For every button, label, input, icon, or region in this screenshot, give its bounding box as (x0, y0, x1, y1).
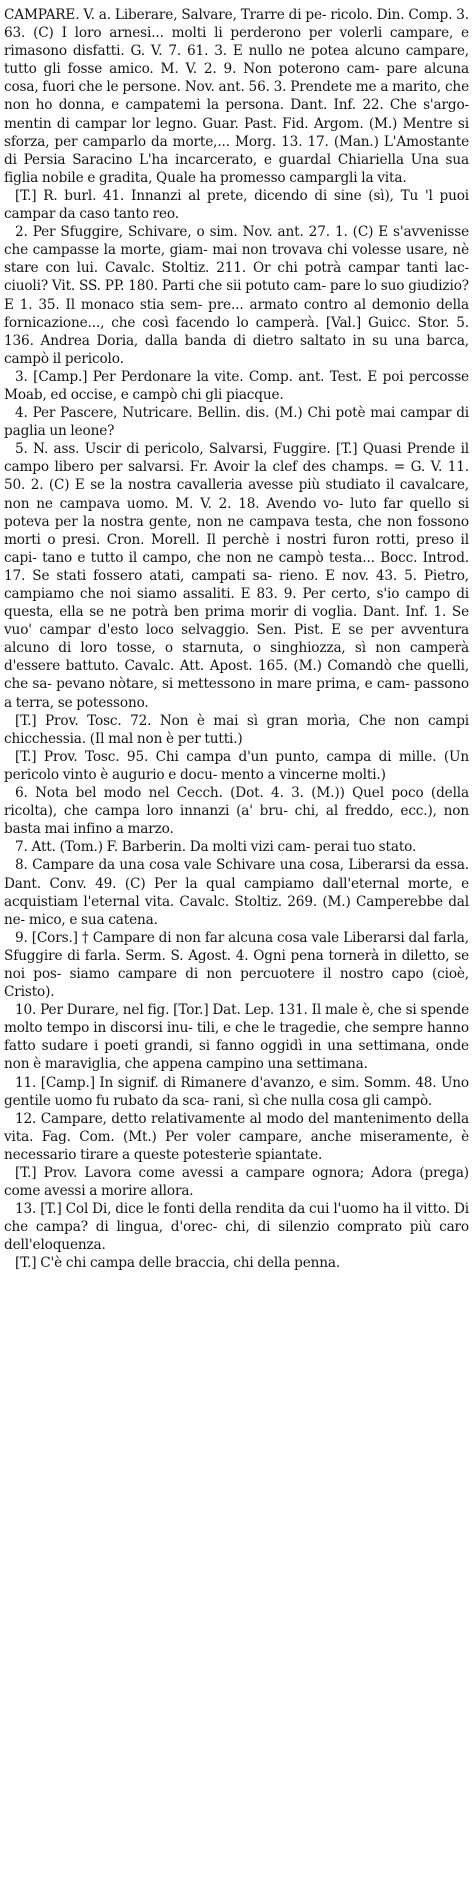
paragraph-p-tprov2 (4, 748, 469, 784)
text-line: 1. Se vuo' campar d'esto loco selvaggio. Sen. Pist. (4, 604, 469, 639)
text-line: 6. Nota bel modo nel Cecch. (Dot. 4. 3. (M.)) Quel (15, 785, 384, 802)
text-line: mantenimento della vita. Fag. Com. (Mt.) Per voler (4, 1110, 469, 1145)
text-line: [T.] R. burl. 41. Innanzi al prete, dicendo di (15, 187, 328, 204)
text-line: incarcerato, e guardal Chiariella Una sua figlia nobile (4, 151, 469, 186)
text-line: potè mai campar di paglia un leone? (4, 405, 469, 440)
text-line: assaliti. E 83. 9. Per certo, s'io campo di questa, (4, 586, 469, 621)
text-line: luto far quello si poteva per la nostra gente, non ne (4, 495, 470, 530)
text-line: li perderono per volerli campare, e rimasono disfatti. (4, 25, 469, 60)
text-line: 9. [Cors.] † Campare di non far alcuna cosa vale (15, 929, 340, 946)
text-line: siamo campare di non percuotere il nostro capo (cioè, (69, 965, 469, 982)
text-line: mai non trovava chi volesse usare, nè stare con lui. (4, 242, 469, 277)
text-line: campa di mille. (Un pericolo vinto è augurio e docu- (4, 748, 469, 783)
text-line: campiamo dall'eternal morte, e acquistiam l'eternal (4, 875, 469, 910)
text-line: Bocc. Introd. 17. Se stati fossero atati, campati sa- (4, 549, 470, 584)
text-line: [T.] Prov. Tosc. 95. Chi campa d'un punto, (15, 748, 319, 765)
text-line: rieno. E nov. 43. 5. Pietro, campiamo che noi siamo (4, 567, 469, 602)
paragraph-p-tprov1 (4, 712, 469, 748)
paragraph-p-4 (4, 404, 469, 440)
paragraph-p-9 (4, 929, 469, 1001)
text-line: 12. Campare, detto relativamente al modo del (15, 1110, 329, 1127)
paragraph-p-13 (4, 1200, 469, 1254)
text-line: sim. Somm. 48. Uno gentile uomo fu rubato da sca- (4, 1074, 469, 1109)
text-line: 11. [Camp.] In signif. di Rimanere d'avanzo, e (15, 1074, 327, 1091)
text-line: campatemi la persona. Dant. Inf. 22. Che s'argo- (125, 97, 469, 114)
text-line: penna. (294, 1255, 341, 1272)
text-line: pare lo suo giudizio? E 1. 35. Il monaco stia sem- (4, 278, 469, 313)
text-line: Liberarsi dal farla, Sfuggire di farla. Serm. S. (4, 929, 469, 964)
text-line: se la nostra cavalleria avesse più studiato il cavalcare, (90, 477, 469, 494)
text-line: Att. Apost. 165. (M.) Comandò che quelli, che sa- (4, 658, 470, 693)
text-line: gli piacque. (205, 386, 284, 403)
text-line: 5. N. ass. Uscir di pericolo, Salvarsi, Fuggire. (15, 441, 331, 458)
text-line: 13. 17. (Man.) L'Amostante di Persia Saracino L'ha (4, 133, 469, 168)
text-line: passono a terra, se potessono. (4, 676, 469, 711)
text-line: pre... armato contro al demonio della fornicazione..., (4, 296, 469, 331)
text-line: i poeti grandi, si fanno oggidì in una settimana, onde (93, 1038, 469, 1055)
text-line: 56. 3. Prendete me a marito, che non ho donna, e (4, 79, 469, 114)
text-line: [T.] Prov. Lavora come avessi a campare (15, 1165, 305, 1181)
paragraph-p-tburl (4, 187, 469, 223)
text-line: ricolo. Din. Comp. 3. 63. (C) I loro arnesi... molti (4, 7, 469, 42)
text-line: mentin di campar lor legno. Guar. Past. Fid. Argom. (4, 115, 364, 132)
text-line: o singhiozza, sì non camperà d'essere battuto. Cavalc. (4, 640, 469, 675)
text-line: 7. Att. (Tom.) F. Barberin. Da molti vizi cam- (15, 839, 311, 856)
text-line: Morell. Il perchè i nostri furon rotti, preso il capi- (4, 531, 469, 566)
paragraph-p-tprov3 (4, 1164, 469, 1200)
text-line: vita. Cavalc. Stoltiz. 269. (M.) Camperebbe dal ne- (4, 893, 469, 928)
text-line: mento a vincerne molti.) (221, 766, 386, 783)
text-line: Che non campi chicchessia. (Il mal non è per tutti.) (4, 712, 469, 747)
paragraph-p-8 (4, 856, 469, 928)
text-line: tano e tutto il campo, che non ne campò testa... (42, 549, 375, 566)
text-line: rani, sì che nulla cosa gli campò. (212, 1092, 433, 1109)
text-line: pevano nòtare, si mettessono in mare prima, e cam- (56, 676, 410, 693)
text-line: ognora; Adora (prega) come avessi a morire allora. (4, 1165, 469, 1200)
text-line: su una barca, campò il pericolo. (4, 332, 469, 367)
dictionary-entry-campare (4, 6, 469, 1273)
text-line: [T.] Quasi Prende il campo libero per salvarsi. Fr. (4, 441, 469, 476)
text-line: Agost. 4. Ogni pena tornerà in diletto, se noi pos- (4, 947, 469, 982)
text-line: 3. [Camp.] Per Perdonare la vite. Comp. ant. (15, 368, 325, 385)
paragraph-p-2 (4, 223, 469, 368)
text-line: chi, al freddo, ecc.), non basta mai infino a marzo. (4, 803, 469, 838)
text-line: Avoir la clef des champs. = G. V. 11. 50. 2. (C) E (4, 459, 469, 494)
text-line: 13. [T.] Col Di, dice le fonti della rendita da cui (15, 1201, 330, 1218)
text-line: pare alcuna cosa, fuori che le persone. Nov. ant. (4, 61, 469, 96)
text-line: chi, di silenzio comprato più caro dell'eloquenza. (4, 1219, 469, 1254)
text-line: e gradita, Quale ha promesso campargli la vita. (87, 169, 407, 186)
text-line: non ne campava uomo. M. V. 2. 18. Avendo vo- (4, 495, 344, 512)
text-line: 4. Per Pascere, Nutricare. Bellin. dis. (M.) Chi (15, 405, 331, 422)
text-line: 2. Per Sfuggire, Schivare, o sim. Nov. ant. 27. (15, 224, 330, 241)
paragraph-p-head (4, 6, 469, 187)
text-line: CAMPARE. V. a. Liberare, Salvare, Trarre di pe- (4, 7, 327, 23)
text-line: ciuoli? Vit. SS. PP. 180. Parti che sii potuto cam- (4, 278, 326, 295)
text-line: ella se ne potrà ben prima morir di voglia. Dant. Inf. (59, 604, 428, 621)
paragraph-p-6 (4, 784, 469, 838)
text-line: (M.) Mentre si sforza, per camparlo da morte,... Morg. (4, 115, 469, 150)
text-line: 1. (C) E s'avvenisse che campasse la morte, giam- (4, 224, 469, 259)
paragraph-p-11 (4, 1074, 469, 1110)
text-line: Cavalc. Stoltiz. 211. Or chi potrà campar tanti lac- (104, 260, 469, 277)
paragraph-p-12 (4, 1110, 469, 1164)
text-line: campare, anche miseramente, è necessario tirare a (4, 1128, 469, 1163)
paragraph-p-10 (4, 1001, 469, 1073)
text-line: l'uomo ha il vitto. Di che campa? di lingua, d'orec- (4, 1201, 470, 1236)
text-line: tili, e che le tragedie, che sempre hanno fatto sudare (4, 1020, 469, 1055)
paragraph-p-3 (4, 368, 469, 404)
text-line: [T.] C'è chi campa delle braccia, chi della (15, 1255, 291, 1272)
text-line: E se per avventura alcuno di loro tosse, o starnuta, (4, 622, 469, 657)
text-line: queste potesterìe spiantate. (133, 1146, 323, 1163)
text-line: sine (sì), Tu 'l puoi campar da caso tanto reo. (4, 187, 469, 223)
text-line: che così facendo lo camperà. [Val.] Guicc. Stor. 5. (111, 314, 469, 331)
text-line: G. V. 7. 61. 3. E nullo ne potea alcuno campare, (130, 43, 469, 60)
paragraph-p-5 (4, 440, 469, 711)
text-line: poco (della ricolta), che campa loro innanzi (a' bru- (4, 785, 469, 820)
paragraph-p-tlast (4, 1254, 469, 1272)
text-line: [T.] Prov. Tosc. 72. Non è mai sì gran morìa, (15, 712, 351, 729)
text-line: perai tuo stato. (314, 839, 417, 856)
text-line: campava testa, che non fossono morti o presi. Cron. (4, 513, 469, 548)
text-line: 10. Per Durare, nel fig. [Tor.] Dat. Lep. 131. Il (15, 1002, 322, 1019)
text-line: non è maraviglia, che appena campino una settimana. (4, 1056, 368, 1073)
text-line: Cristo). (4, 984, 55, 1001)
text-line: Test. E poi percosse Moab, ed occise, e campò chi (4, 368, 469, 403)
paragraph-p-7 (4, 838, 469, 856)
text-line: 136. Andrea Doria, dalla banda di dietro saltato in (4, 332, 366, 349)
text-line: Liberarsi da essa. Dant. Conv. 49. (C) Per la qual (4, 857, 469, 892)
text-line: mico, e sua catena. (28, 911, 158, 928)
text-line: tutto gli fosse amico. M. V. 2. 9. Non poterono cam- (4, 61, 380, 78)
text-line: 8. Campare da una cosa vale Schivare una cosa, (15, 857, 344, 874)
text-line: male è, che si spende molto tempo in discorsi inu- (4, 1002, 469, 1037)
